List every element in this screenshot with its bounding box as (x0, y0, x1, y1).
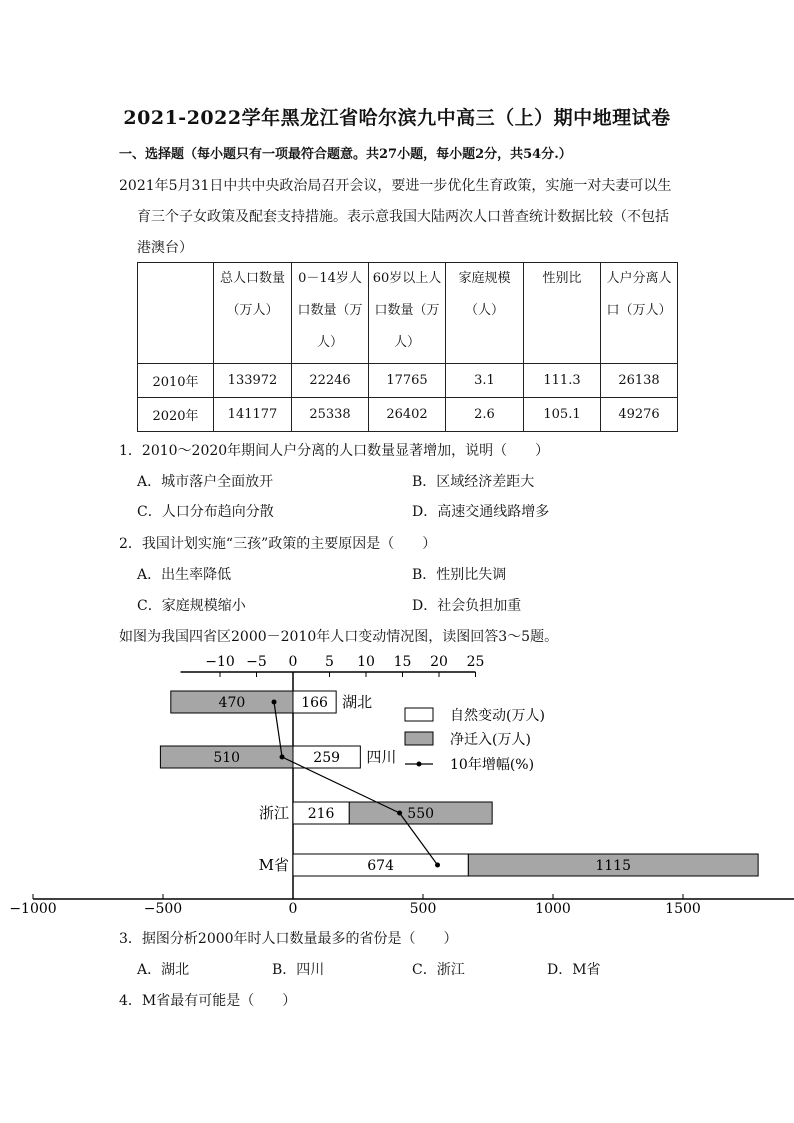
section-heading: 一、选择题（每小题只有一项最符合题意。共27小题，每小题2分，共54分.） (119, 147, 572, 162)
header-line: 家庭规模 (458, 271, 511, 286)
table-row (138, 398, 678, 432)
question-2-option-a[interactable]: A．出生率降低 (137, 567, 232, 583)
province-label: 浙江 (258, 804, 289, 822)
table-cell: 2.6 (446, 398, 524, 432)
table-cell: 133972 (214, 364, 292, 398)
header-line: 口数量（万 (374, 303, 440, 318)
bottom-axis-tick-label: 0 (288, 901, 298, 917)
top-axis-tick-label: 15 (393, 654, 412, 670)
migration-value-label: 550 (407, 806, 435, 822)
province-label: M省 (258, 856, 289, 874)
question-2-stem: 2．我国计划实施“三孩”政策的主要原因是（ ） (119, 536, 437, 552)
province-label: 湖北 (342, 693, 373, 711)
table-header-row (138, 263, 678, 364)
header-line: 60岁以上人 (372, 271, 442, 286)
intro-paragraph (119, 171, 679, 264)
table-header-cell (369, 263, 446, 364)
table-header-cell (292, 263, 369, 364)
table-cell: 26138 (601, 364, 678, 398)
table-header-cell (446, 263, 524, 364)
natural-value-label: 166 (301, 695, 328, 711)
legend-label: 自然变动(万人) (450, 708, 545, 724)
question-3-option-c[interactable]: C．浙江 (412, 962, 465, 978)
legend-swatch-migration (405, 732, 433, 745)
top-axis-tick-label: 20 (430, 654, 448, 670)
page-title: 2021-2022学年黑龙江省哈尔滨九中高三（上）期中地理试卷 (123, 107, 671, 129)
table-cell: 22246 (292, 364, 369, 398)
question-2-option-b[interactable]: B．性别比失调 (412, 567, 507, 583)
question-1-stem: 1．2010～2020年期间人户分离的人口数量显著增加，说明（ ） (119, 443, 550, 459)
chart-intro: 如图为我国四省区2000－2010年人口变动情况图，读图回答3～5题。 (119, 629, 559, 645)
legend-label: 净迁入(万人) (450, 732, 531, 748)
natural-value-label: 259 (313, 750, 341, 766)
growth-point (435, 863, 440, 868)
population-change-chart (9, 650, 701, 920)
table-cell: 26402 (369, 398, 446, 432)
question-1-option-a[interactable]: A．城市落户全面放开 (137, 474, 274, 490)
table-cell: 2020年 (138, 398, 214, 432)
bottom-axis-tick-label: 1500 (665, 901, 701, 917)
table-header-cell (138, 263, 214, 364)
bottom-axis-tick-label: 500 (409, 901, 437, 917)
table-header-cell (524, 263, 601, 364)
natural-value-label: 674 (367, 858, 394, 874)
legend-swatch-point (417, 762, 422, 767)
header-line: 人） (393, 335, 420, 350)
question-1-option-c[interactable]: C．人口分布趋向分散 (137, 504, 274, 520)
top-axis-tick-label: 25 (466, 654, 485, 670)
table-cell: 105.1 (524, 398, 601, 432)
top-axis-tick-label: 5 (325, 654, 334, 670)
growth-point (397, 811, 402, 816)
growth-point (280, 755, 285, 760)
table-cell: 111.3 (524, 364, 601, 398)
table-cell: 25338 (292, 398, 369, 432)
table-cell: 141177 (214, 398, 292, 432)
growth-line (274, 702, 438, 865)
table-cell: 2010年 (138, 364, 214, 398)
table-cell: 3.1 (446, 364, 524, 398)
table-header-cell (601, 263, 678, 364)
top-axis-tick-label: 0 (288, 654, 298, 670)
top-axis-tick-label: −10 (205, 654, 235, 670)
census-table (137, 262, 678, 432)
question-3-option-d[interactable]: D．M省 (547, 962, 601, 978)
intro-line: 育三个子女政策及配套支持措施。表示意我国大陆两次人口普查统计数据比较（不包括 (137, 209, 669, 225)
header-line: 0－14岁人 (298, 271, 362, 286)
header-line: 人） (316, 335, 343, 350)
top-axis-tick-label: −5 (246, 654, 267, 670)
top-axis-tick-label: 10 (357, 654, 375, 670)
question-4-stem: 4．M省最有可能是（ ） (119, 993, 297, 1009)
table-header-cell (214, 263, 292, 364)
bottom-axis-tick-label: −500 (143, 901, 183, 917)
header-line: 性别比 (542, 271, 582, 286)
question-3-option-a[interactable]: A．湖北 (137, 962, 190, 978)
question-2-option-d[interactable]: D．社会负担加重 (412, 598, 522, 614)
intro-line: 港澳台） (137, 240, 193, 256)
header-line: 总人口数量 (219, 271, 285, 286)
table-cell: 17765 (369, 364, 446, 398)
bottom-axis-tick-label: 1000 (535, 901, 571, 917)
question-3-stem: 3．据图分析2000年时人口数量最多的省份是（ ） (119, 931, 458, 947)
question-2-option-c[interactable]: C．家庭规模缩小 (137, 598, 246, 614)
question-3-option-b[interactable]: B．四川 (272, 962, 325, 978)
header-line: （人） (464, 303, 504, 318)
migration-value-label: 510 (213, 750, 241, 766)
header-line: 口数量（万 (297, 303, 363, 318)
growth-point (272, 700, 277, 705)
natural-value-label: 216 (307, 806, 335, 822)
province-label: 四川 (366, 748, 397, 766)
header-line: 人户分离人 (606, 271, 672, 286)
bottom-axis-tick-label: −1000 (9, 901, 57, 917)
table-cell: 49276 (601, 398, 678, 432)
table-row (138, 364, 678, 398)
question-1-option-d[interactable]: D．高速交通线路增多 (412, 504, 550, 520)
header-line: （万人） (226, 303, 279, 318)
question-1-option-b[interactable]: B．区域经济差距大 (412, 474, 535, 490)
intro-line: 2021年5月31日中共中央政治局召开会议，要进一步优化生育政策，实施一对夫妻可以生 (119, 178, 672, 194)
legend-swatch-natural (405, 708, 433, 721)
header-line: 口（万人） (606, 303, 672, 318)
legend-label: 10年增幅(%) (450, 757, 535, 773)
migration-value-label: 1115 (595, 858, 632, 874)
migration-value-label: 470 (218, 695, 246, 711)
